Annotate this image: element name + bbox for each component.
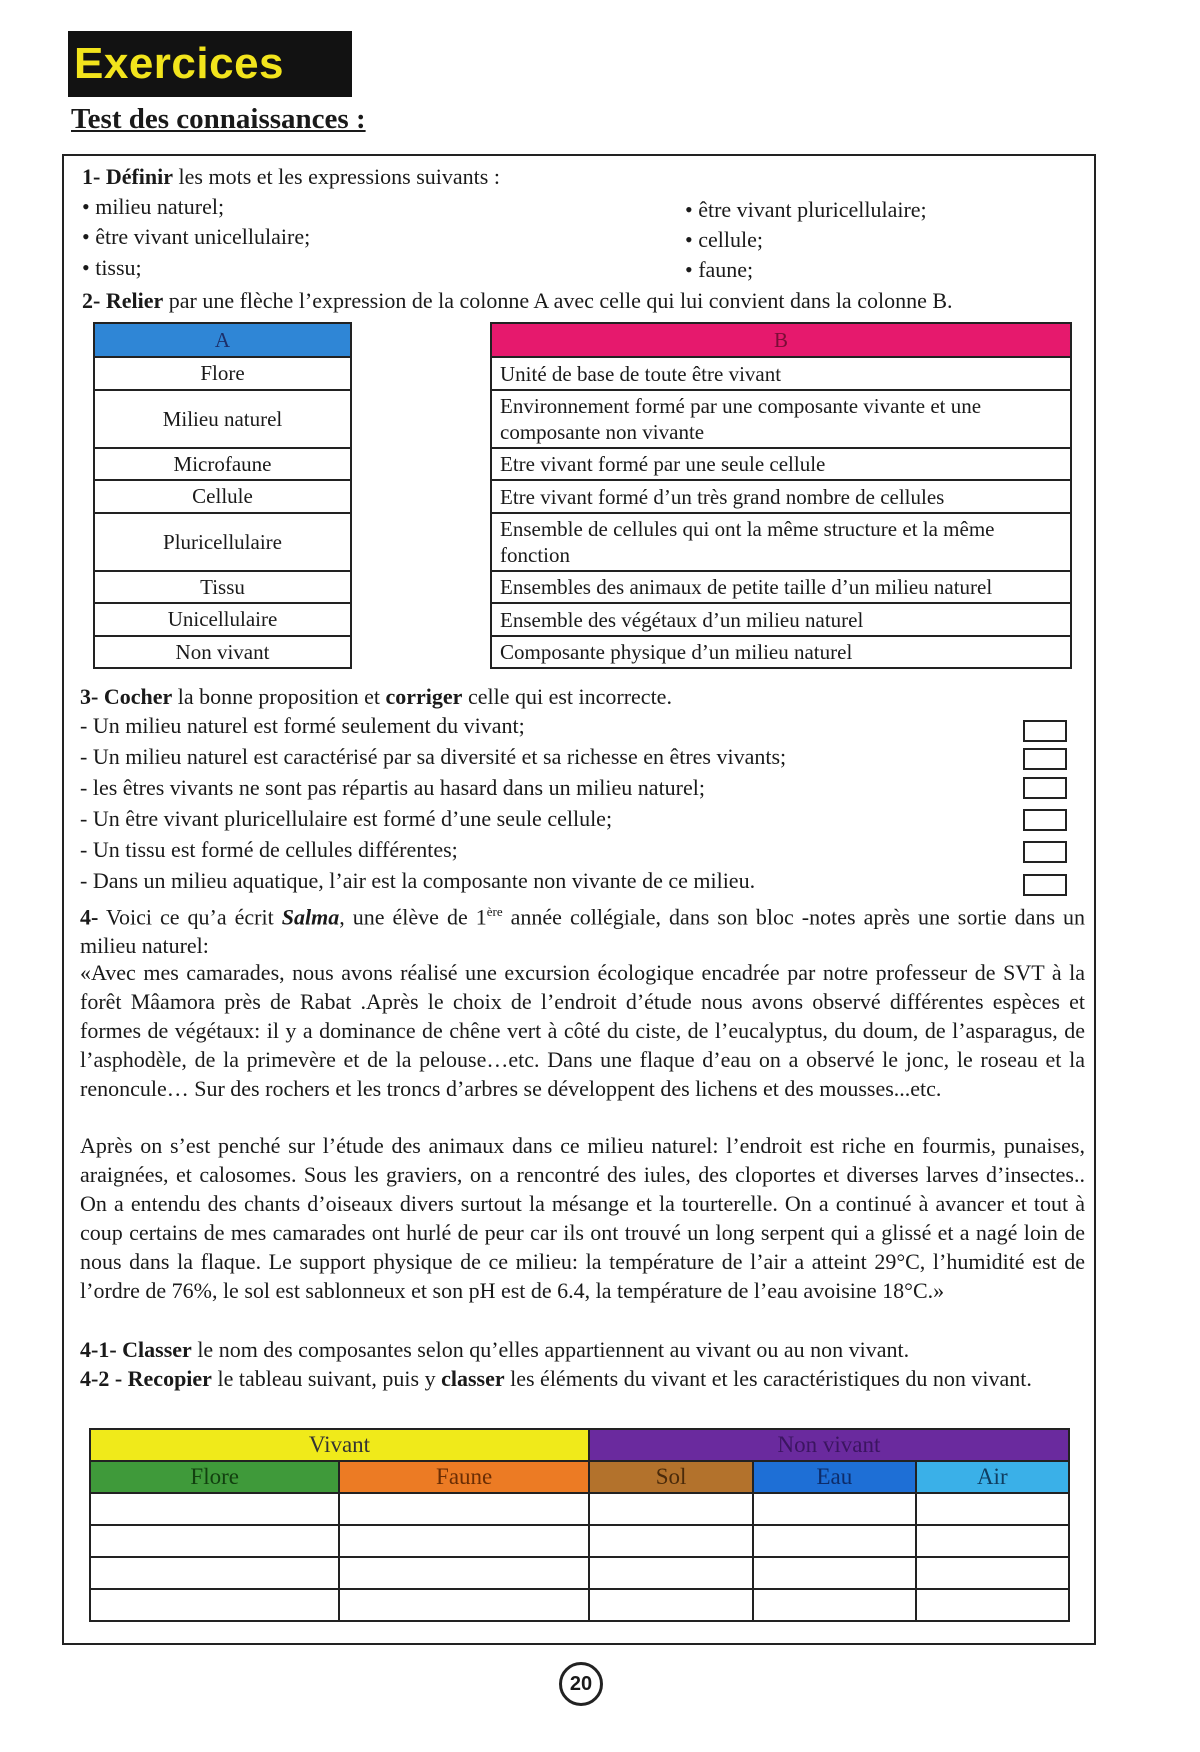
q1-right-item: • cellule; — [685, 227, 763, 252]
q3-checkbox[interactable] — [1023, 777, 1067, 799]
section-title: Test des connaissances : — [71, 103, 366, 135]
table-row — [90, 1493, 1069, 1525]
column-a-cell: Milieu naturel — [94, 390, 351, 448]
column-a-header: A — [94, 323, 351, 357]
air-header: Air — [916, 1461, 1069, 1493]
q4-paragraph-1: «Avec mes camarades, nous avons réalisé une excursion écologique encadrée par notre professeur de SVT à la forêt Mâamora près de Rabat .Après le choix de l’endroit d’étude nous avons observé différentes espèces et formes de végétaux: il y a dominance de chêne vert à côté du ciste, de l’eucalyptus, du doum, de l’asparagus, de l’asphodèle, de la primevère et de la pelouse…etc. Dans une flaque d’eau on a observé le jonc, le roseau et la renoncule… Sur des rochers et les troncs d’arbres se développent des lichens et des mousses...etc. — [80, 960, 1085, 1101]
column-b-cell: Composante physique d’un milieu naturel — [491, 636, 1071, 668]
q2-instruction: 2- Relier par une flèche l’expression de la colonne A avec celle qui lui convient dans la colonne B. — [82, 288, 953, 313]
q1-left-item: • tissu; — [82, 255, 142, 280]
column-b-cell: Ensemble des végétaux d’un milieu naturel — [491, 603, 1071, 636]
column-a-cell: Microfaune — [94, 448, 351, 480]
classification-table — [89, 1428, 1070, 1622]
q3-checkbox[interactable] — [1023, 841, 1067, 863]
q3-checkbox[interactable] — [1023, 720, 1067, 742]
column-a-cell: Unicellulaire — [94, 603, 351, 636]
q3-instruction: 3- Cocher la bonne proposition et corriger celle qui est incorrecte. — [80, 684, 672, 709]
q1-left-item: • milieu naturel; — [82, 194, 225, 219]
column-b-cell: Ensembles des animaux de petite taille d’un milieu naturel — [491, 571, 1071, 603]
column-b-cell: Unité de base de toute être vivant — [491, 357, 1071, 390]
table-row — [90, 1525, 1069, 1557]
q3-checkbox[interactable] — [1023, 809, 1067, 831]
column-b-cell: Etre vivant formé par une seule cellule — [491, 448, 1071, 480]
table-row — [90, 1589, 1069, 1621]
q3-statement: - Un être vivant pluricellulaire est formé d’une seule cellule; — [80, 806, 613, 831]
faune-header: Faune — [339, 1461, 589, 1493]
column-a-cell: Non vivant — [94, 636, 351, 668]
column-a-cell: Cellule — [94, 480, 351, 513]
column-a-table — [93, 322, 352, 669]
q3-statement: - les êtres vivants ne sont pas répartis au hasard dans un milieu naturel; — [80, 775, 705, 800]
q3-checkbox[interactable] — [1023, 874, 1067, 896]
q3-statement: - Un milieu naturel est caractérisé par sa diversité et sa richesse en êtres vivants; — [80, 744, 787, 769]
q1-right-item: • être vivant pluricellulaire; — [685, 197, 927, 222]
q3-checkbox[interactable] — [1023, 748, 1067, 770]
q4-intro: 4- Voici ce qu’a écrit Salma, une élève de 1ère année collégiale, dans son bloc -notes après une sortie dans un milieu naturel: — [80, 904, 1086, 959]
eau-header: Eau — [753, 1461, 915, 1493]
q1-right-item: • faune; — [685, 257, 754, 282]
column-b-cell: Environnement formé par une composante vivante et une composante non vivante — [491, 390, 1071, 448]
column-a-cell: Pluricellulaire — [94, 513, 351, 571]
q3-statement: - Un milieu naturel est formé seulement du vivant; — [80, 713, 525, 738]
q4-2-instruction: 4-2 - Recopier le tableau suivant, puis y classer les éléments du vivant et les caractéristiques du non vivant. — [80, 1366, 1032, 1391]
q3-statement: - Dans un milieu aquatique, l’air est la composante non vivante de ce milieu. — [80, 868, 756, 893]
q4-paragraph-2: Après on s’est penché sur l’étude des animaux dans ce milieu naturel: l’endroit est riche en fourmis, punaises, araignées, et calosomes. Sous les graviers, on a rencontré des iules, des cloportes et diverses larves d’insectes.. On a entendu des chants d’oiseaux divers surtout la mésange et la tourterelle. On a continué à avancer et tout à coup certains de mes camarades ont hurlé de peur car ils ont trouvé un long serpent qui a glissé et a nagé loin de nous dans la flaque. Le support physique de ce milieu: la température de l’air a atteint 29°C, l’humidité est de l’ordre de 76%, le sol est sablonneux et son pH est de 6.4, la température de l’eau avoisine 18°C.» — [80, 1133, 1085, 1303]
non-vivant-header: Non vivant — [589, 1429, 1069, 1461]
exercises-banner: Exercices — [68, 31, 352, 97]
vivant-header: Vivant — [90, 1429, 589, 1461]
column-a-cell: Tissu — [94, 571, 351, 603]
q1-left-item: • être vivant unicellulaire; — [82, 224, 311, 249]
column-b-header: B — [491, 323, 1071, 357]
column-b-cell: Etre vivant formé d’un très grand nombre de cellules — [491, 480, 1071, 513]
q4-1-instruction: 4-1- Classer le nom des composantes selon qu’elles appartiennent au vivant ou au non vivant. — [80, 1337, 910, 1362]
table-row — [90, 1557, 1069, 1589]
column-b-table — [490, 322, 1072, 669]
column-b-cell: Ensemble de cellules qui ont la même structure et la même fonction — [491, 513, 1071, 571]
q1-instruction: 1- Définir les mots et les expressions suivants : — [82, 164, 500, 189]
column-a-cell: Flore — [94, 357, 351, 390]
flore-header: Flore — [90, 1461, 339, 1493]
q3-statement: - Un tissu est formé de cellules différentes; — [80, 837, 458, 862]
page-number: 20 — [559, 1662, 603, 1706]
sol-header: Sol — [589, 1461, 753, 1493]
